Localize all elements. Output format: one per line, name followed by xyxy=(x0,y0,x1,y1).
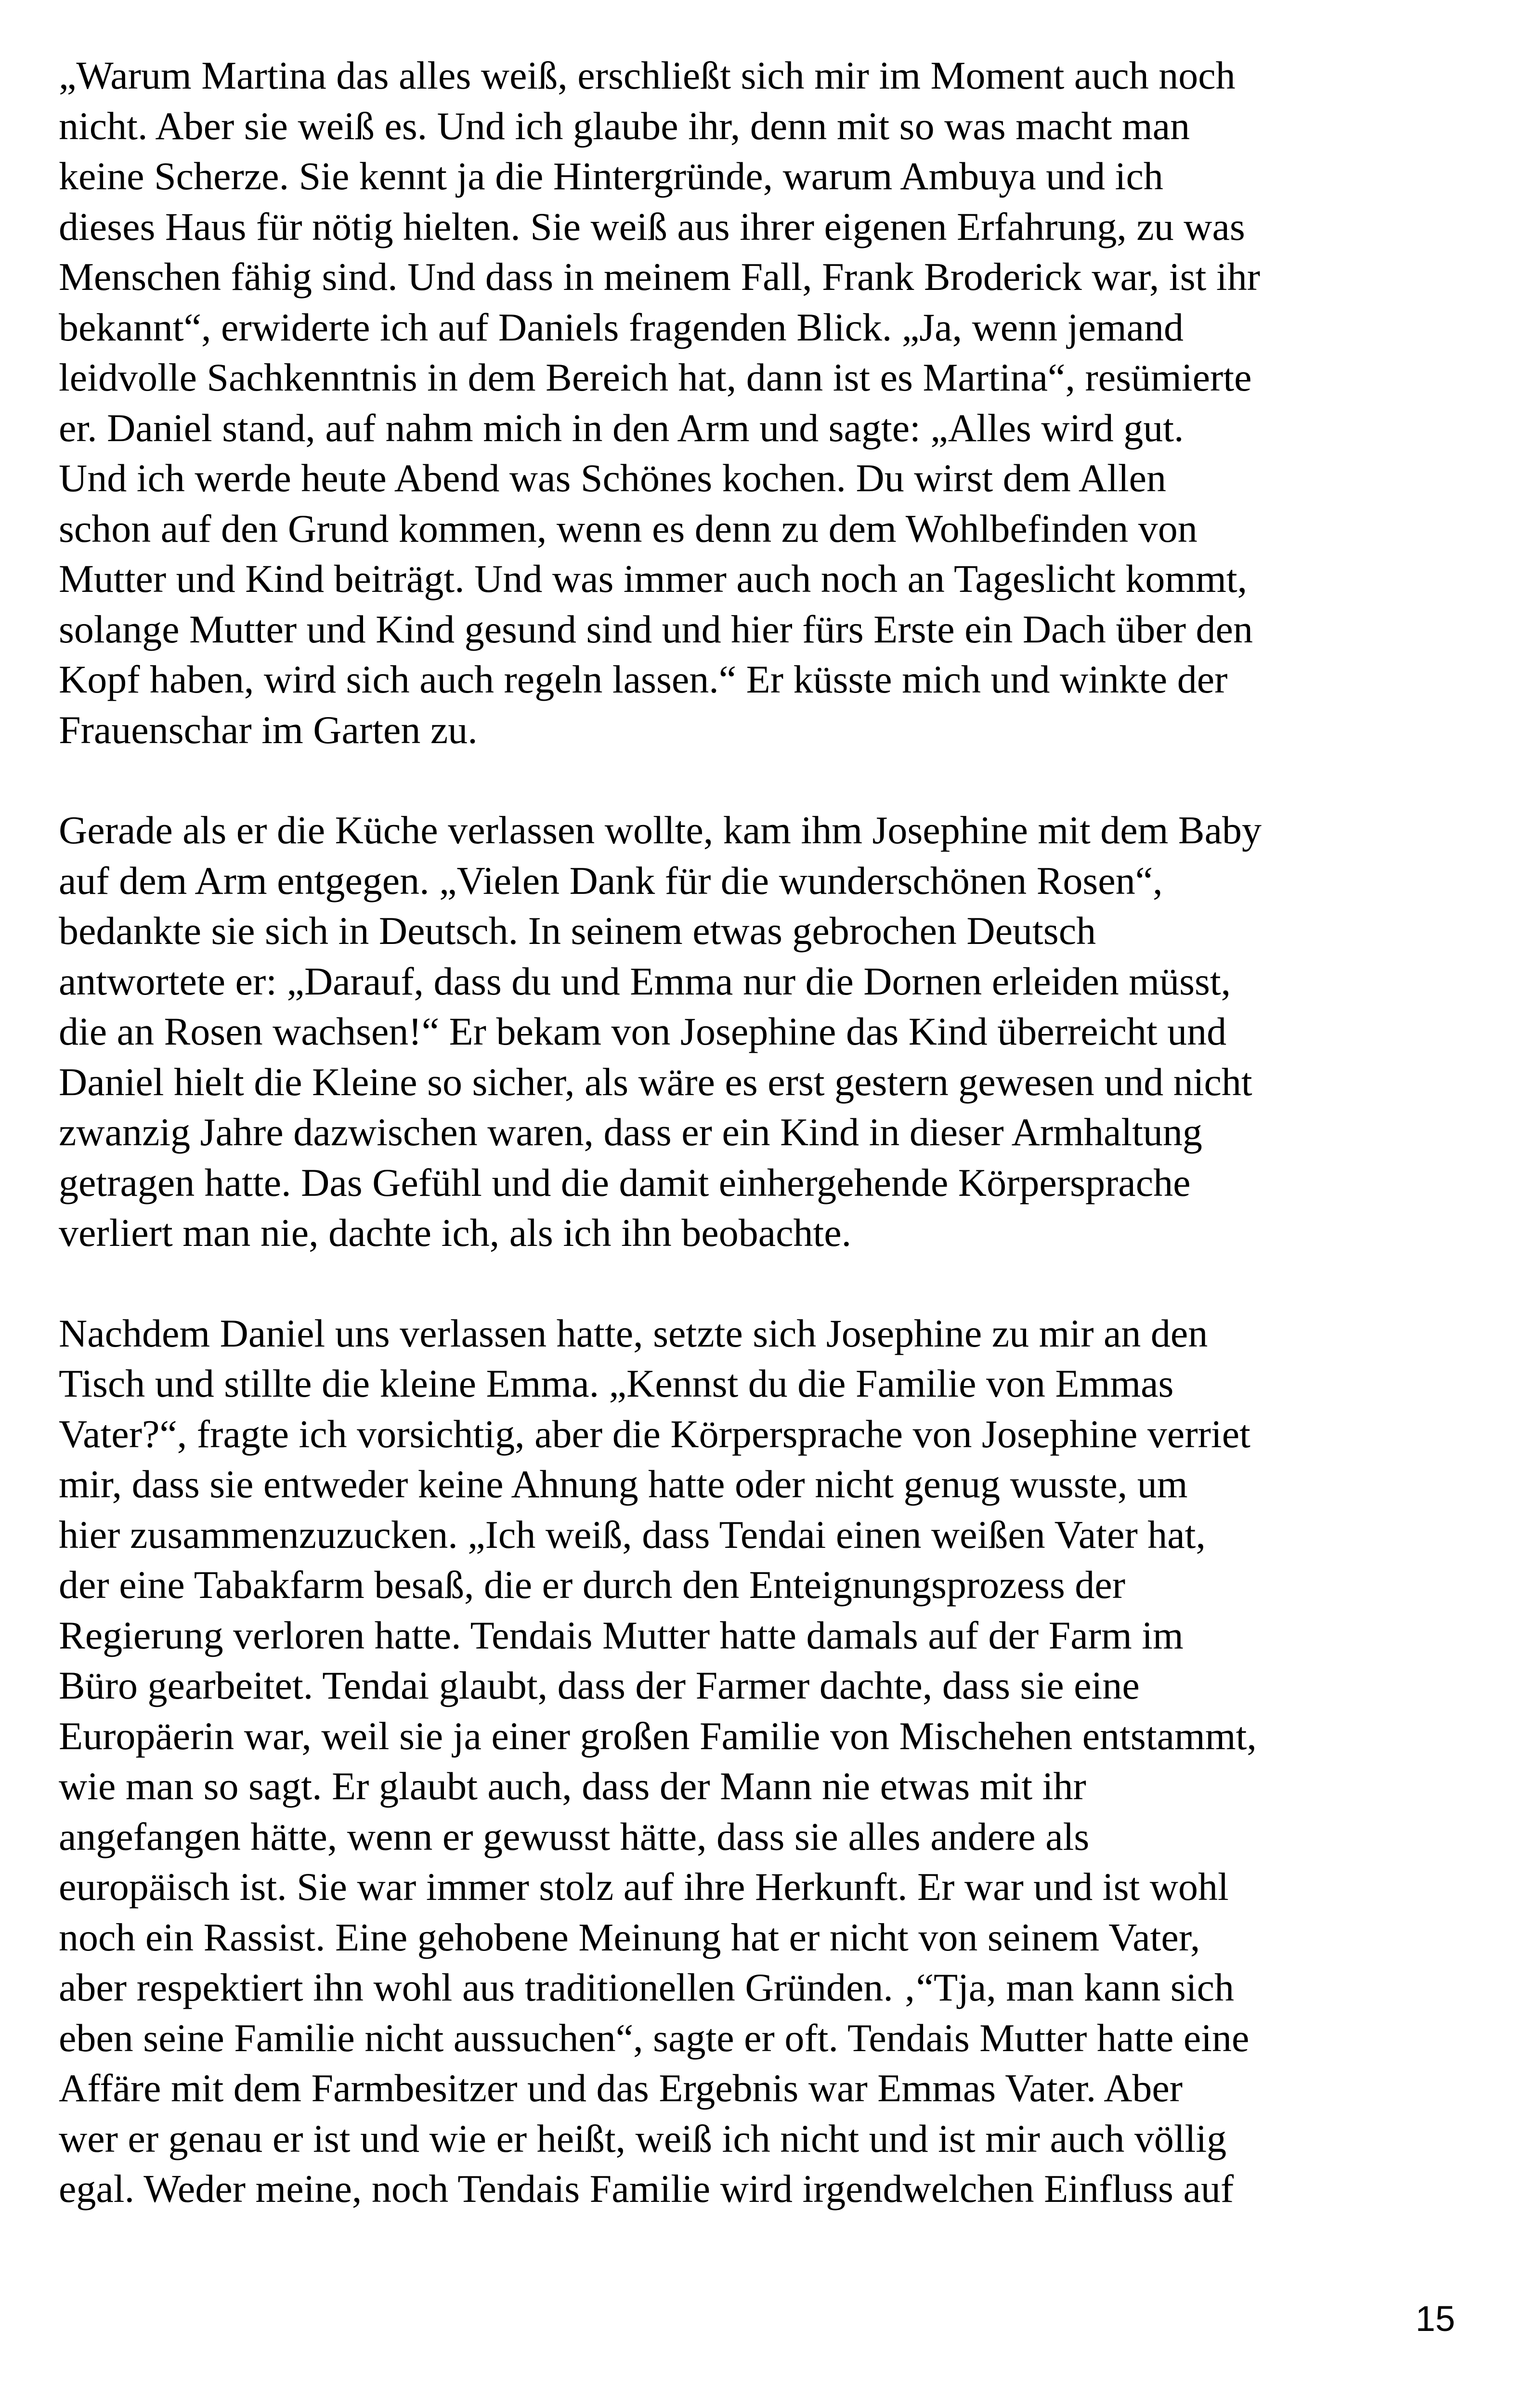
text-line: Gerade als er die Küche verlassen wollte, kam ihm Josephine mit dem Baby xyxy=(59,808,1262,852)
text-line: Nachdem Daniel uns verlassen hatte, setzte sich Josephine zu mir an den xyxy=(59,1311,1208,1355)
text-line: Europäerin war, weil sie ja einer großen Familie von Mischehen entstammt, xyxy=(59,1714,1257,1758)
page-number: 15 xyxy=(1415,2299,1455,2339)
text-line: bekannt“, erwiderte ich auf Daniels fragenden Blick. „Ja, wenn jemand xyxy=(59,305,1184,349)
text-line: Vater?“, fragte ich vorsichtig, aber die Körpersprache von Josephine verriet xyxy=(59,1412,1250,1456)
text-line: dieses Haus für nötig hielten. Sie weiß aus ihrer eigenen Erfahrung, zu was xyxy=(59,204,1245,249)
text-line: keine Scherze. Sie kennt ja die Hintergründe, warum Ambuya und ich xyxy=(59,154,1163,198)
text-line: eben seine Familie nicht aussuchen“, sagte er oft. Tendais Mutter hatte eine xyxy=(59,2015,1250,2060)
text-line: „Warum Martina das alles weiß, erschließt sich mir im Moment auch noch xyxy=(59,53,1236,97)
text-line: Frauenschar im Garten zu. xyxy=(59,707,478,752)
text-line: der eine Tabakfarm besaß, die er durch den Enteignungsprozess der xyxy=(59,1563,1126,1607)
text-line: er. Daniel stand, auf nahm mich in den Arm und sagte: „Alles wird gut. xyxy=(59,406,1184,450)
text-line: Affäre mit dem Farmbesitzer und das Ergebnis war Emmas Vater. Aber xyxy=(59,2066,1183,2110)
text-line: Und ich werde heute Abend was Schönes kochen. Du wirst dem Allen xyxy=(59,456,1167,500)
text-line: hier zusammenzuzucken. „Ich weiß, dass Tendai einen weißen Vater hat, xyxy=(59,1512,1206,1557)
text-line: Büro gearbeitet. Tendai glaubt, dass der Farmer dachte, dass sie eine xyxy=(59,1663,1140,1707)
text-line: europäisch ist. Sie war immer stolz auf ihre Herkunft. Er war und ist wohl xyxy=(59,1865,1229,1909)
text-line: getragen hatte. Das Gefühl und die damit einhergehende Körpersprache xyxy=(59,1160,1191,1204)
text-line: wie man so sagt. Er glaubt auch, dass der Mann nie etwas mit ihr xyxy=(59,1764,1086,1808)
text-line: zwanzig Jahre dazwischen waren, dass er ein Kind in dieser Armhaltung xyxy=(59,1110,1202,1154)
text-line: bedankte sie sich in Deutsch. In seinem etwas gebrochen Deutsch xyxy=(59,909,1096,953)
paragraph xyxy=(59,1309,1426,2214)
text-line: leidvolle Sachkenntnis in dem Bereich hat, dann ist es Martina“, resümierte xyxy=(59,355,1252,399)
text-line: Kopf haben, wird sich auch regeln lassen.“ Er küsste mich und winkte der xyxy=(59,657,1228,701)
text-line: Mutter und Kind beiträgt. Und was immer auch noch an Tageslicht kommt, xyxy=(59,557,1248,601)
text-line: angefangen hätte, wenn er gewusst hätte, dass sie alles andere als xyxy=(59,1814,1090,1858)
text-line: verliert man nie, dachte ich, als ich ihn beobachte. xyxy=(59,1211,852,1255)
body-text xyxy=(59,51,1426,2214)
text-line: auf dem Arm entgegen. „Vielen Dank für die wunderschönen Rosen“, xyxy=(59,858,1163,903)
text-line: Regierung verloren hatte. Tendais Mutter hatte damals auf der Farm im xyxy=(59,1613,1184,1657)
paragraph xyxy=(59,805,1426,1258)
text-line: schon auf den Grund kommen, wenn es denn zu dem Wohlbefinden von xyxy=(59,506,1198,550)
text-line: Tisch und stillte die kleine Emma. „Kennst du die Familie von Emmas xyxy=(59,1361,1174,1405)
text-line: antwortete er: „Darauf, dass du und Emma nur die Dornen erleiden müsst, xyxy=(59,959,1231,1003)
text-line: noch ein Rassist. Eine gehobene Meinung hat er nicht von seinem Vater, xyxy=(59,1915,1200,1959)
text-line: mir, dass sie entweder keine Ahnung hatte oder nicht genug wusste, um xyxy=(59,1462,1188,1506)
text-line: die an Rosen wachsen!“ Er bekam von Josephine das Kind überreicht und xyxy=(59,1009,1227,1053)
paragraph xyxy=(59,51,1426,755)
text-line: Daniel hielt die Kleine so sicher, als wäre es erst gestern gewesen und nicht xyxy=(59,1060,1252,1104)
text-line: Menschen fähig sind. Und dass in meinem Fall, Frank Broderick war, ist ihr xyxy=(59,255,1260,299)
text-line: egal. Weder meine, noch Tendais Familie wird irgendwelchen Einfluss auf xyxy=(59,2167,1234,2211)
text-line: aber respektiert ihn wohl aus traditionellen Gründen. ‚“Tja, man kann sich xyxy=(59,1965,1234,2009)
text-line: wer er genau er ist und wie er heißt, weiß ich nicht und ist mir auch völlig xyxy=(59,2116,1227,2160)
text-line: nicht. Aber sie weiß es. Und ich glaube ihr, denn mit so was macht man xyxy=(59,104,1190,148)
text-line: solange Mutter und Kind gesund sind und hier fürs Erste ein Dach über den xyxy=(59,607,1253,651)
